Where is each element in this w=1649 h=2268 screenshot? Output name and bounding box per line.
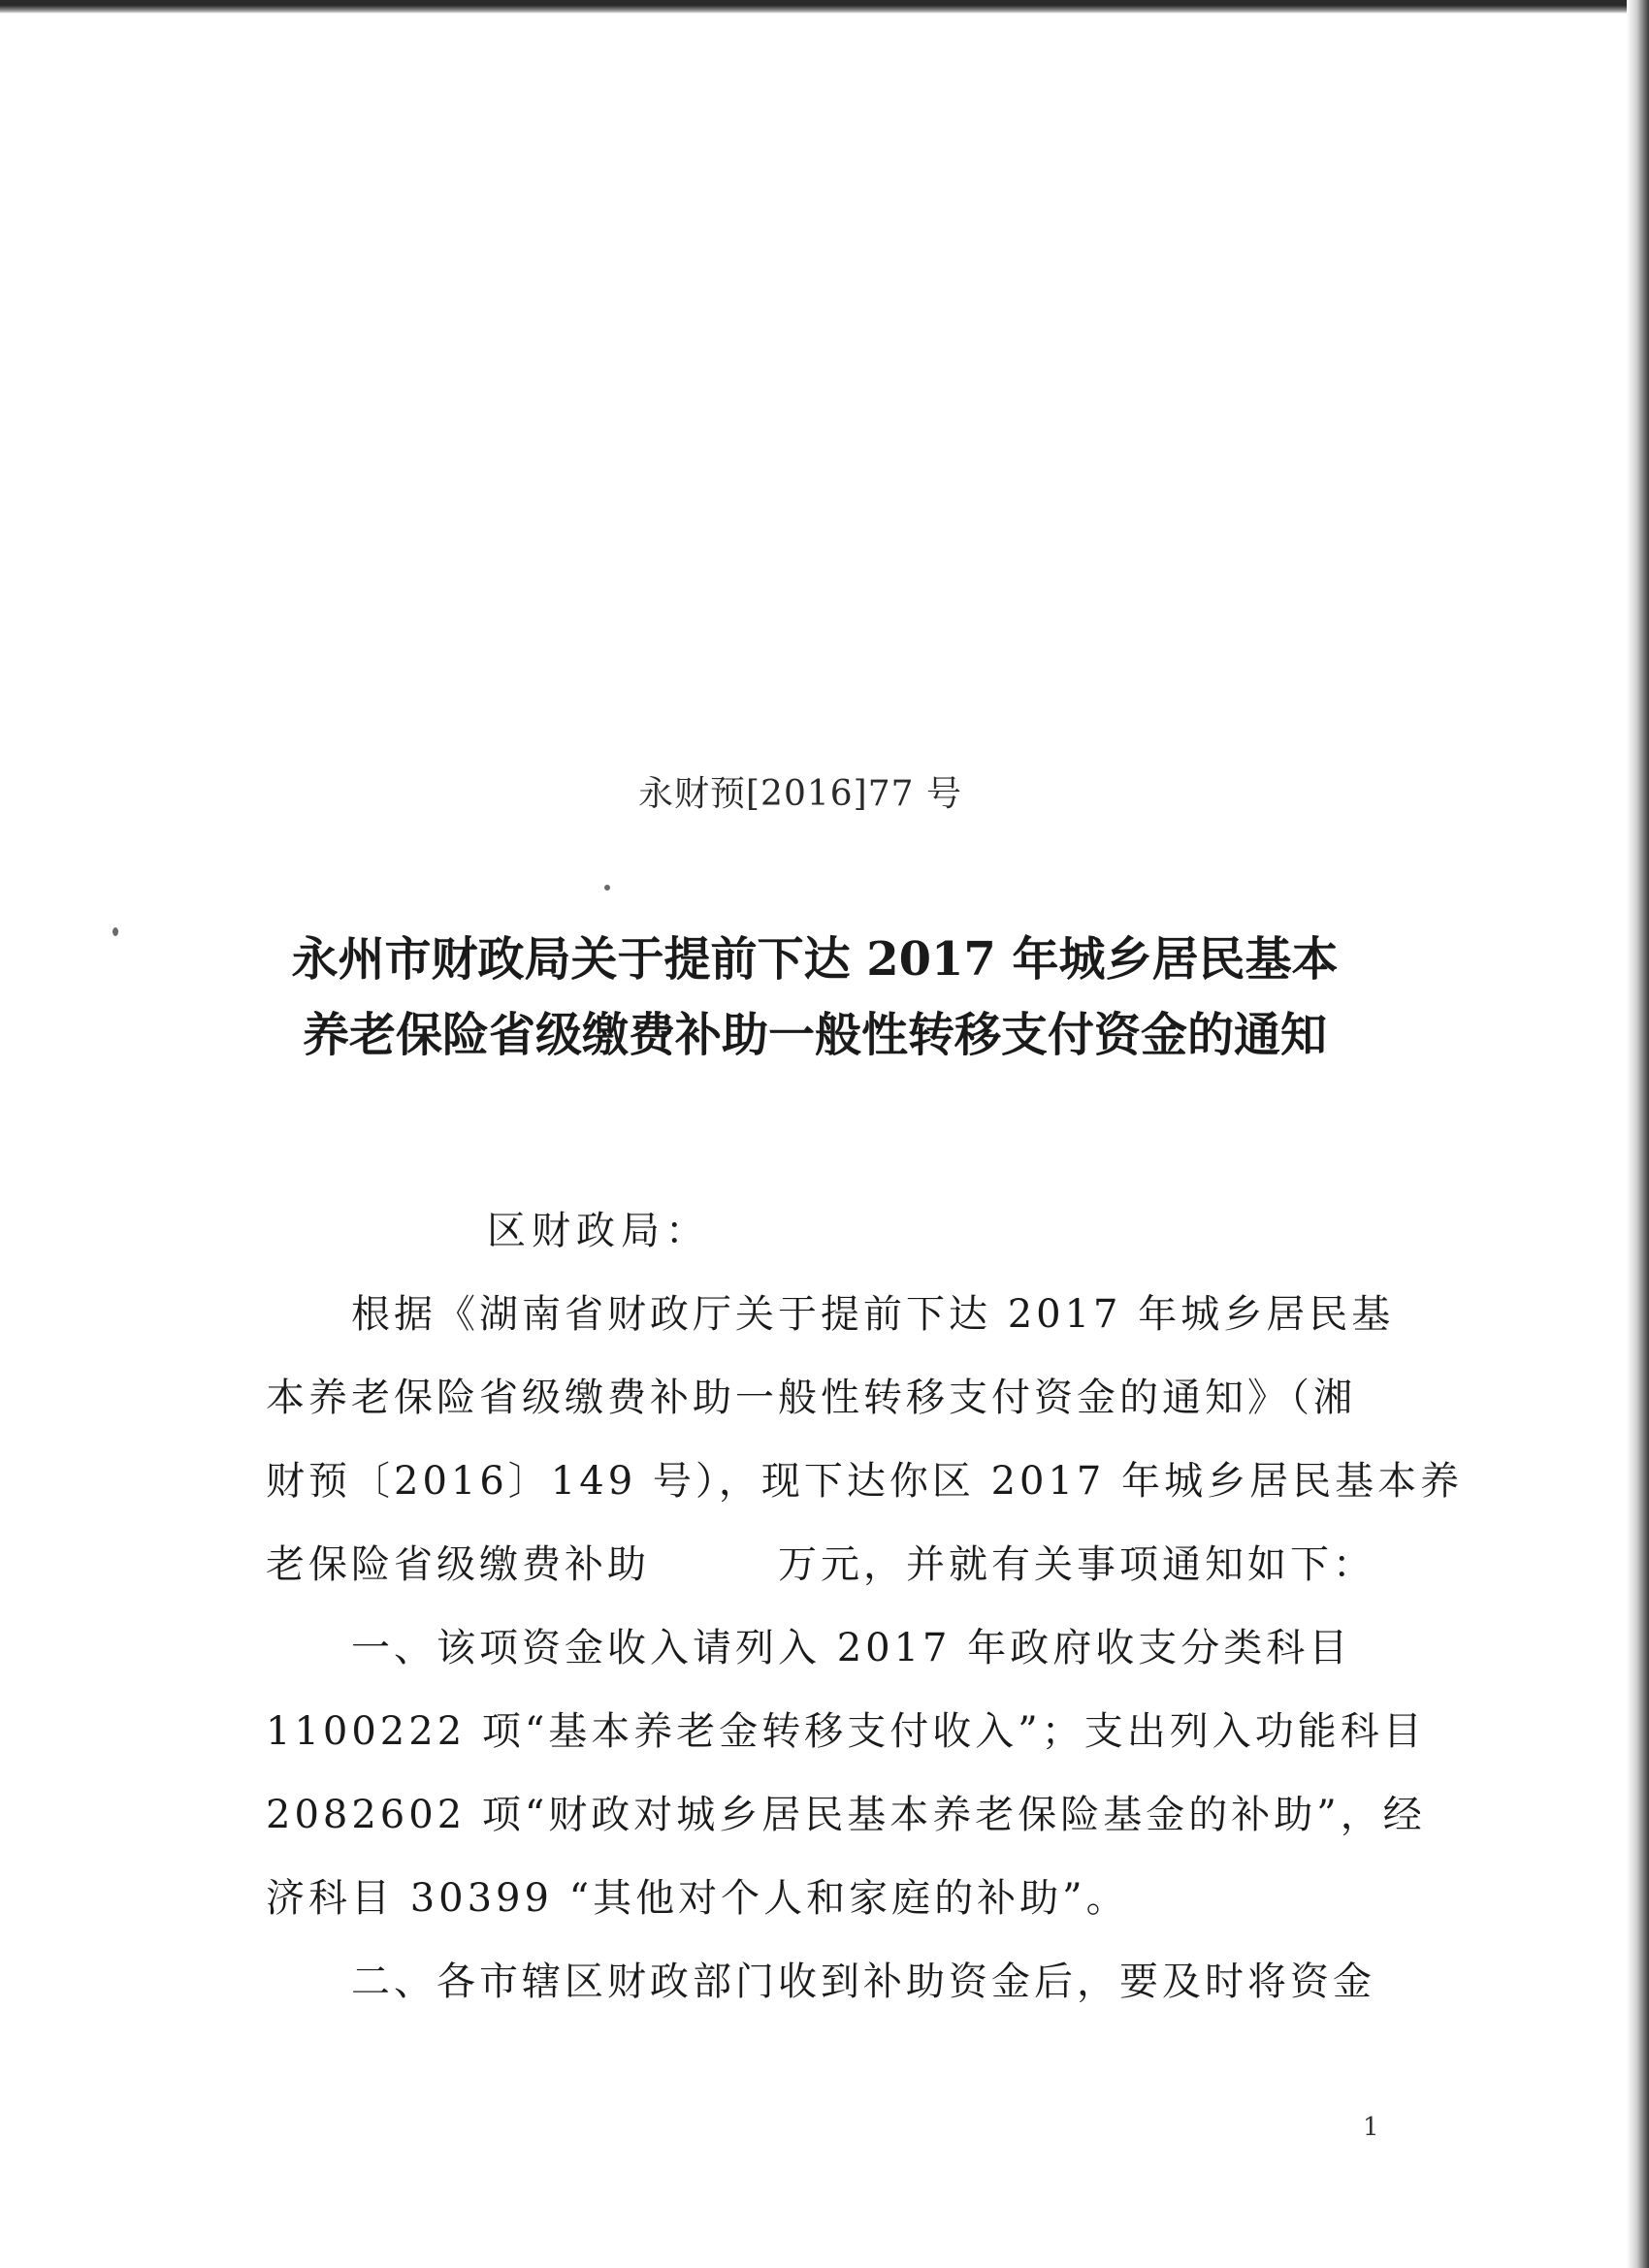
recipient: 区财政局： (487, 1209, 710, 1253)
body-line: 2082602 项“财政对城乡居民基本养老保险基金的补助”，经 (266, 1793, 1426, 1837)
body-line: 1100222 项“基本养老金转移支付收入”；支出列入功能科目 (266, 1709, 1426, 1754)
document-title (223, 922, 1406, 1073)
scan-speck (113, 927, 118, 936)
scan-top-edge (0, 0, 1649, 14)
document-number: 永财预[2016]77 号 (638, 774, 962, 814)
title-line: 养老保险省级缴费补助一般性转移支付资金的通知 (302, 1008, 1327, 1062)
body-line: 二、各市辖区财政部门收到补助资金后，要及时将资金 (266, 1960, 1375, 2004)
body-line: 财预〔2016〕149 号），现下达你区 2017 年城乡居民基本养 (266, 1459, 1464, 1504)
body-line: 根据《湖南省财政厅关于提前下达 2017 年城乡居民基 (266, 1292, 1395, 1337)
scan-speck (604, 885, 610, 891)
title-line: 永州市财政局关于提前下达 2017 年城乡居民基本 (291, 932, 1339, 987)
body-line: 一、该项资金收入请列入 2017 年政府收支分类科目 (266, 1626, 1352, 1670)
page-number: 1 (1363, 2113, 1379, 2142)
body-line: 老保险省级缴费补助 万元，并就有关事项通知如下： (266, 1542, 1375, 1587)
body-line: 济科目 30399 “其他对个人和家庭的补助”。 (266, 1876, 1129, 1921)
body-line: 本养老保险省级缴费补助一般性转移支付资金的通知》（湘 (266, 1376, 1356, 1420)
document-body (266, 1273, 1464, 2024)
scan-right-edge (1627, 0, 1649, 2268)
